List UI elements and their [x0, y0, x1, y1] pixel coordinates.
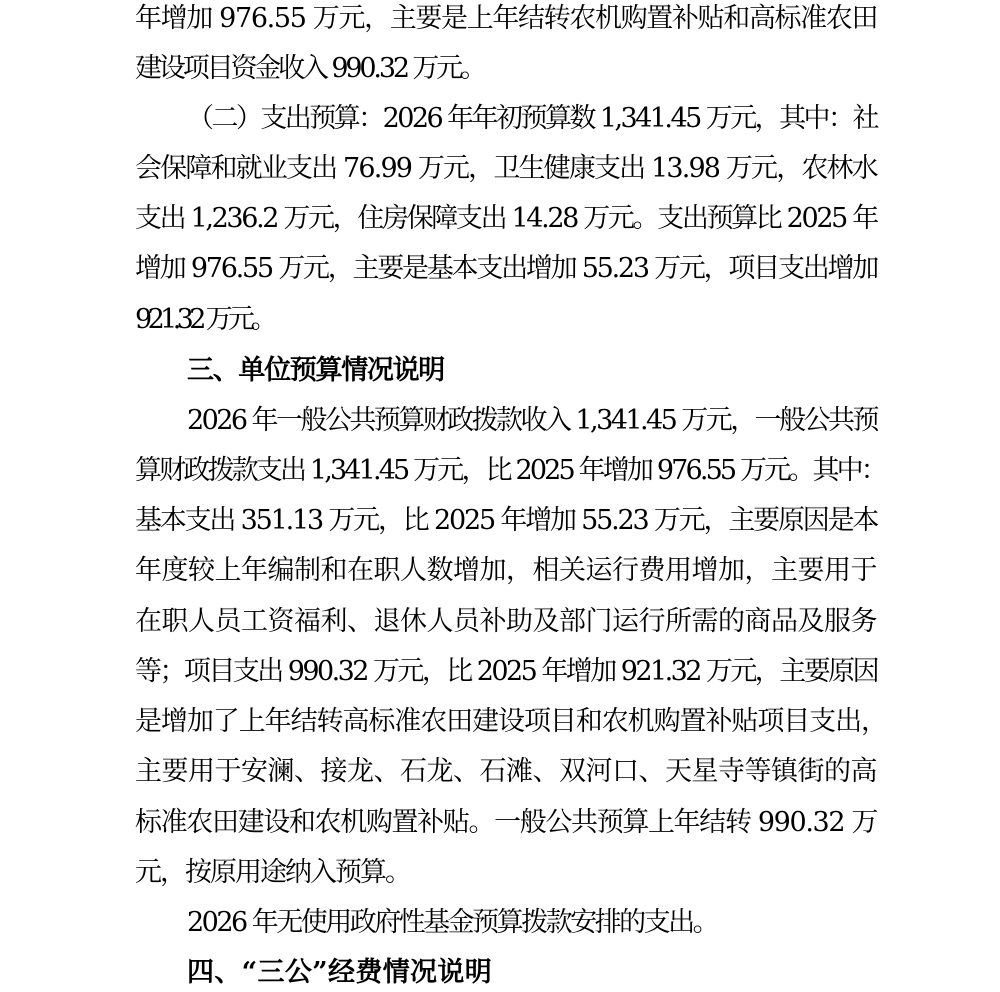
text-line-content: 2026 年一般公共预算财政拨款收入 1,341.45 万元，一般公共预 [187, 405, 877, 436]
text-line-content: 在职人员工资福利、退休人员补助及部门运行所需的商品及服务 [135, 606, 877, 637]
text-line-content: 增加 976.55 万元，主要是基本支出增加 55.23 万元，项目支出增加 [135, 253, 877, 284]
text-line-content: 支出 1,236.2 万元，住房保障支出 14.28 万元。支出预算比 2025 年 [135, 203, 877, 234]
text-line-content: 等；项目支出 990.32 万元，比 2025 年增加 921.32 万元，主要原因 [135, 656, 878, 687]
text-line-content: 年度较上年编制和在职人数增加，相关运行费用增加，主要用于 [135, 555, 877, 586]
text-line-content: 算财政拨款支出 1,341.45 万元，比 2025 年增加 976.55 万元。其中： [135, 455, 885, 486]
text-line-content: 标准农田建设和农机购置补贴。一般公共预算上年结转 990.32 万 [135, 807, 878, 838]
text-line-content: 2026 年无使用政府性基金预算拨款安排的支出。 [187, 907, 718, 938]
text-line-content: 建设项目资金收入 990.32 万元。 [135, 53, 484, 84]
text-line-content: 基本支出 351.13 万元，比 2025 年增加 55.23 万元，主要原因是本 [135, 505, 878, 536]
section-heading-text: 三、单位预算情况说明 [187, 355, 444, 386]
text-line-content: 年增加 976.55 万元，主要是上年结转农机购置补贴和高标准农田 [135, 3, 878, 34]
section-heading-text: 四、“三公”经费情况说明 [187, 957, 493, 988]
text-line-content: （二）支出预算：2026 年年初预算数 1,341.45 万元，其中：社 [187, 103, 877, 134]
text-line-content: 会保障和就业支出 76.99 万元，卫生健康支出 13.98 万元，农林水 [135, 153, 877, 184]
text-line-content: 元，按原用途纳入预算。 [135, 857, 410, 888]
text-line-content: 921.32 万元。 [135, 304, 273, 335]
text-line-content: 主要用于安澜、接龙、石龙、石滩、双河口、天星寺等镇街的高 [135, 756, 877, 787]
text-line-content: 是增加了上年结转高标准农田建设项目和农机购置补贴项目支出， [135, 706, 887, 737]
